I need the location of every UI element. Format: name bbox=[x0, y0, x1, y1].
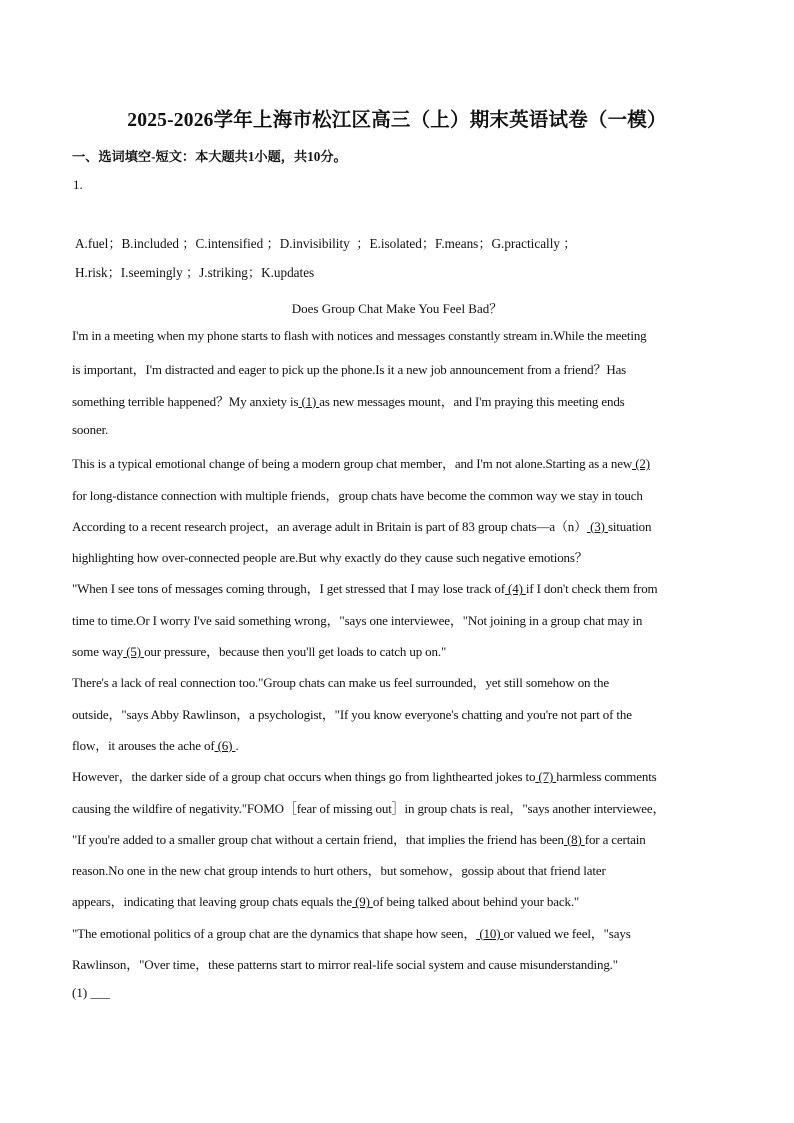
passage-line bbox=[72, 829, 646, 848]
passage-text: appears，indicating that leaving group chats equals the bbox=[72, 894, 352, 910]
question-number: 1. bbox=[73, 177, 83, 192]
passage-text: reason.No one in the new chat group intends to hurt others，but somehow，gossip about that friend later bbox=[72, 863, 606, 879]
blank-marker: (4) bbox=[504, 581, 526, 597]
passage-text: time to time.Or I worry I've said something wrong，"says one interviewee，"Not joining in a group chat may in bbox=[72, 612, 643, 628]
passage-line bbox=[72, 610, 642, 629]
passage-text: This is a typical emotional change of being a modern group chat member，and I'm not alone.Starting as a new bbox=[72, 456, 633, 472]
passage-text: or valued we feel，"says bbox=[503, 925, 631, 941]
passage-line bbox=[72, 798, 665, 817]
passage-line bbox=[72, 923, 631, 942]
passage-text: . bbox=[235, 737, 239, 753]
blank-marker: (3) bbox=[587, 518, 608, 534]
passage-text: According to a recent research project，an average adult in Britain is part of 83 group chats—a（n） bbox=[72, 518, 588, 534]
passage-text: causing the wildfire of negativity."FOMO［fear of missing out］in group chats is real，"says another interviewee， bbox=[72, 800, 666, 816]
passage-text: highlighting how over-connected people are.But why exactly do they cause such negative emotions？ bbox=[72, 550, 588, 566]
passage-text: "The emotional politics of a group chat are the dynamics that shape how seen， bbox=[72, 925, 477, 941]
passage-line bbox=[72, 547, 588, 566]
passage-line bbox=[72, 422, 108, 438]
blank-marker: (10) bbox=[476, 925, 504, 941]
blank-marker: (1) bbox=[298, 393, 320, 409]
passage-line bbox=[72, 704, 632, 723]
passage-text: harmless comments bbox=[556, 769, 657, 785]
section-heading: 一、选词填空-短文：本大题共1小题，共10分。 bbox=[72, 149, 347, 164]
passage-text: is important，I'm distracted and eager to pick up the phone.Is it a new job announcement from a friend？Has bbox=[72, 362, 627, 378]
passage-text: for long-distance connection with multiple friends，group chats have become the common way we stay in touch bbox=[72, 487, 643, 503]
blank-marker: (2) bbox=[632, 456, 650, 472]
passage-text: I'm in a meeting when my phone starts to flash with notices and messages constantly stream in.While the meeting bbox=[72, 328, 647, 343]
passage-text: if I don't check them from bbox=[525, 581, 658, 597]
word-bank-line-1: A.fuel；B.included ；C.intensified ；D.invisibility ；E.isolated；F.means；G.practically ； bbox=[75, 236, 577, 251]
passage-line bbox=[72, 453, 650, 472]
passage-line bbox=[72, 328, 647, 344]
passage-text: "When I see tons of messages coming through，I get stressed that I may lose track of bbox=[72, 581, 505, 597]
passage-line bbox=[72, 860, 606, 879]
passage-text: Rawlinson，"Over time，these patterns start to mirror real-life social system and cause misunderstanding." bbox=[72, 957, 618, 972]
passage-line bbox=[72, 891, 579, 910]
passage-text: sooner. bbox=[72, 421, 109, 437]
passage-text: of being talked about behind your back." bbox=[372, 894, 580, 910]
passage-text: some way bbox=[72, 644, 124, 659]
blank-marker: (9) bbox=[351, 894, 373, 910]
passage-text: something terrible happened？My anxiety is bbox=[72, 393, 299, 409]
passage-line bbox=[72, 766, 657, 785]
passage-line bbox=[72, 672, 609, 691]
passage-text: for a certain bbox=[584, 831, 646, 847]
exam-title: 2025-2026学年上海市松江区高三（上）期末英语试卷（一模） bbox=[127, 110, 667, 131]
passage-line bbox=[72, 578, 658, 597]
passage-line bbox=[72, 735, 239, 754]
passage-text: as new messages mount，and I'm praying this meeting ends bbox=[319, 393, 625, 409]
passage-line bbox=[72, 485, 643, 504]
blank-marker: (5) bbox=[123, 644, 145, 659]
passage-text: situation bbox=[607, 518, 652, 534]
blank-marker: (7) bbox=[535, 769, 557, 785]
passage-line bbox=[72, 391, 625, 410]
passage-line bbox=[72, 954, 618, 973]
answer-blank-1[interactable]: (1) ___ bbox=[72, 985, 110, 1000]
passage-text: There's a lack of real connection too."Group chats can make us feel surrounded，yet still somehow on the bbox=[72, 675, 609, 691]
passage-text: However，the darker side of a group chat occurs when things go from lighthearted jokes to bbox=[72, 769, 536, 785]
passage-line bbox=[72, 359, 626, 378]
passage-text: "If you're added to a smaller group chat without a certain friend，that implies the friend has been bbox=[72, 831, 564, 847]
passage-title: Does Group Chat Make You Feel Bad？ bbox=[291, 301, 503, 316]
passage-text: flow，it arouses the ache of bbox=[72, 737, 215, 753]
passage-text: outside，"says Abby Rawlinson，a psychologist，"If you know everyone's chatting and you're not part of the bbox=[72, 706, 632, 722]
blank-marker: (6) bbox=[214, 737, 236, 753]
passage-line bbox=[72, 641, 446, 660]
passage-text: our pressure，because then you'll get loads to catch up on." bbox=[144, 644, 447, 659]
word-bank-line-2: H.risk；I.seemingly ；J.striking；K.updates bbox=[75, 265, 315, 280]
passage-line bbox=[72, 516, 651, 535]
blank-marker: (8) bbox=[563, 831, 585, 847]
